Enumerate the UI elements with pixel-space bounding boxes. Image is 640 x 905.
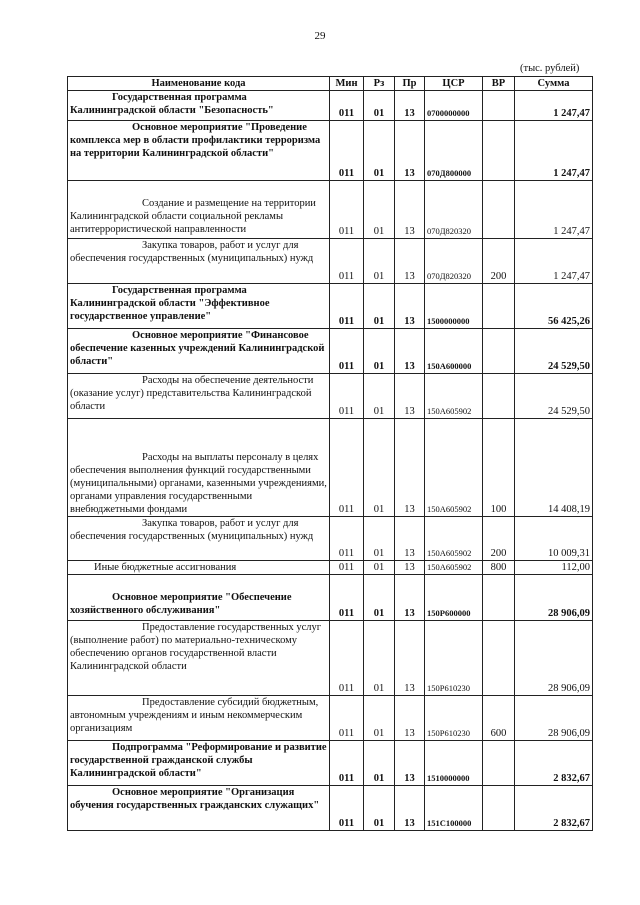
row-sum-cell: 10 009,31 bbox=[515, 517, 593, 561]
table-row bbox=[68, 561, 593, 575]
row-vr-cell bbox=[483, 741, 515, 786]
table-row bbox=[68, 621, 593, 696]
row-vr-cell: 200 bbox=[483, 239, 515, 284]
row-csr-cell: 150А605902 bbox=[425, 374, 483, 419]
row-min-cell: 011 bbox=[330, 621, 364, 696]
row-pr-cell: 13 bbox=[395, 696, 425, 741]
row-csr-cell: 070Д820320 bbox=[425, 181, 483, 239]
row-csr-cell: 1510000000 bbox=[425, 741, 483, 786]
page-number: 29 bbox=[314, 30, 326, 42]
table-row bbox=[68, 181, 593, 239]
header-min: Мин bbox=[330, 77, 364, 91]
row-csr-cell: 150А605902 bbox=[425, 517, 483, 561]
row-sum-cell: 1 247,47 bbox=[515, 91, 593, 121]
table-row bbox=[68, 419, 593, 517]
header-csr: ЦСР bbox=[425, 77, 483, 91]
row-rz-cell: 01 bbox=[364, 284, 395, 329]
row-vr-cell: 200 bbox=[483, 517, 515, 561]
row-name-cell: Закупка товаров, работ и услуг для обеспечения государственных (муниципальных) нужд bbox=[68, 517, 330, 561]
row-rz-cell: 01 bbox=[364, 621, 395, 696]
row-rz-cell: 01 bbox=[364, 561, 395, 575]
row-csr-cell: 150А600000 bbox=[425, 329, 483, 374]
row-sum-cell: 28 906,09 bbox=[515, 696, 593, 741]
row-name-cell: Предоставление государственных услуг (выполнение работ) по материально-техническому обеспечению органов государственной власти Калининградской области bbox=[68, 621, 330, 696]
row-sum-cell: 28 906,09 bbox=[515, 621, 593, 696]
row-vr-cell: 100 bbox=[483, 419, 515, 517]
row-name-cell: Основное мероприятие "Финансовое обеспечение казенных учреждений Калининградской области" bbox=[68, 329, 330, 374]
table-row bbox=[68, 741, 593, 786]
row-pr-cell: 13 bbox=[395, 181, 425, 239]
row-csr-cell: 150Р600000 bbox=[425, 575, 483, 621]
row-min-cell: 011 bbox=[330, 329, 364, 374]
row-csr-cell: 070Д820320 bbox=[425, 239, 483, 284]
row-min-cell: 011 bbox=[330, 786, 364, 831]
row-vr-cell bbox=[483, 181, 515, 239]
row-name-cell: Иные бюджетные ассигнования bbox=[68, 561, 330, 575]
row-name-cell: Предоставление субсидий бюджетным, автономным учреждениям и иным некоммерческим организациям bbox=[68, 696, 330, 741]
row-rz-cell: 01 bbox=[364, 517, 395, 561]
row-sum-cell: 24 529,50 bbox=[515, 374, 593, 419]
row-rz-cell: 01 bbox=[364, 121, 395, 181]
row-pr-cell: 13 bbox=[395, 329, 425, 374]
row-pr-cell: 13 bbox=[395, 374, 425, 419]
row-rz-cell: 01 bbox=[364, 181, 395, 239]
row-sum-cell: 2 832,67 bbox=[515, 786, 593, 831]
header-pr: Пр bbox=[395, 77, 425, 91]
row-pr-cell: 13 bbox=[395, 239, 425, 284]
row-csr-cell: 0700000000 bbox=[425, 91, 483, 121]
budget-table bbox=[67, 76, 593, 831]
table-row bbox=[68, 239, 593, 284]
row-name-cell: Государственная программа Калининградской области "Эффективное государственное управление" bbox=[68, 284, 330, 329]
table-row bbox=[68, 329, 593, 374]
row-vr-cell bbox=[483, 575, 515, 621]
row-vr-cell bbox=[483, 621, 515, 696]
row-sum-cell: 1 247,47 bbox=[515, 239, 593, 284]
row-pr-cell: 13 bbox=[395, 419, 425, 517]
table-row bbox=[68, 575, 593, 621]
row-vr-cell bbox=[483, 374, 515, 419]
row-name-cell: Подпрограмма "Реформирование и развитие государственной гражданской службы Калининградской области" bbox=[68, 741, 330, 786]
row-sum-cell: 2 832,67 bbox=[515, 741, 593, 786]
row-name-cell: Основное мероприятие "Организация обучения государственных гражданских служащих" bbox=[68, 786, 330, 831]
row-rz-cell: 01 bbox=[364, 575, 395, 621]
row-min-cell: 011 bbox=[330, 419, 364, 517]
table-row bbox=[68, 121, 593, 181]
row-rz-cell: 01 bbox=[364, 239, 395, 284]
table-body bbox=[68, 91, 593, 831]
row-vr-cell bbox=[483, 786, 515, 831]
row-min-cell: 011 bbox=[330, 561, 364, 575]
row-pr-cell: 13 bbox=[395, 121, 425, 181]
row-pr-cell: 13 bbox=[395, 741, 425, 786]
row-min-cell: 011 bbox=[330, 575, 364, 621]
row-rz-cell: 01 bbox=[364, 329, 395, 374]
table-row bbox=[68, 517, 593, 561]
table-header-row bbox=[68, 77, 593, 91]
row-sum-cell: 1 247,47 bbox=[515, 181, 593, 239]
row-vr-cell bbox=[483, 121, 515, 181]
row-csr-cell: 070Д800000 bbox=[425, 121, 483, 181]
row-sum-cell: 56 425,26 bbox=[515, 284, 593, 329]
row-rz-cell: 01 bbox=[364, 741, 395, 786]
row-rz-cell: 01 bbox=[364, 374, 395, 419]
row-min-cell: 011 bbox=[330, 239, 364, 284]
table-row bbox=[68, 284, 593, 329]
row-rz-cell: 01 bbox=[364, 786, 395, 831]
row-rz-cell: 01 bbox=[364, 696, 395, 741]
header-sum: Сумма bbox=[515, 77, 593, 91]
row-csr-cell: 1500000000 bbox=[425, 284, 483, 329]
row-name-cell: Создание и размещение на территории Калининградской области социальной рекламы антитеррористической направленности bbox=[68, 181, 330, 239]
row-min-cell: 011 bbox=[330, 121, 364, 181]
header-name: Наименование кода bbox=[68, 77, 330, 91]
row-min-cell: 011 bbox=[330, 741, 364, 786]
row-vr-cell bbox=[483, 91, 515, 121]
row-rz-cell: 01 bbox=[364, 91, 395, 121]
row-sum-cell: 24 529,50 bbox=[515, 329, 593, 374]
row-rz-cell: 01 bbox=[364, 419, 395, 517]
row-vr-cell: 800 bbox=[483, 561, 515, 575]
row-csr-cell: 150Р610230 bbox=[425, 696, 483, 741]
row-pr-cell: 13 bbox=[395, 786, 425, 831]
row-min-cell: 011 bbox=[330, 181, 364, 239]
row-sum-cell: 28 906,09 bbox=[515, 575, 593, 621]
table-row bbox=[68, 374, 593, 419]
header-rz: Рз bbox=[364, 77, 395, 91]
row-csr-cell: 150Р610230 bbox=[425, 621, 483, 696]
row-name-cell: Расходы на обеспечение деятельности (оказание услуг) представительства Калининградской области bbox=[68, 374, 330, 419]
row-pr-cell: 13 bbox=[395, 621, 425, 696]
row-pr-cell: 13 bbox=[395, 575, 425, 621]
row-name-cell: Государственная программа Калининградской области "Безопасность" bbox=[68, 91, 330, 121]
row-vr-cell: 600 bbox=[483, 696, 515, 741]
table-row bbox=[68, 91, 593, 121]
row-min-cell: 011 bbox=[330, 91, 364, 121]
row-name-cell: Расходы на выплаты персоналу в целях обеспечения выполнения функций государственными (муниципальными) органами, казенными учреждениями, органами управления государственными внебюджетными фондами bbox=[68, 419, 330, 517]
row-name-cell: Закупка товаров, работ и услуг для обеспечения государственных (муниципальных) нужд bbox=[68, 239, 330, 284]
row-csr-cell: 150А605902 bbox=[425, 419, 483, 517]
row-pr-cell: 13 bbox=[395, 561, 425, 575]
row-sum-cell: 1 247,47 bbox=[515, 121, 593, 181]
row-min-cell: 011 bbox=[330, 374, 364, 419]
row-vr-cell bbox=[483, 329, 515, 374]
row-sum-cell: 112,00 bbox=[515, 561, 593, 575]
row-name-cell: Основное мероприятие "Проведение комплекса мер в области профилактики терроризма на территории Калининградской области" bbox=[68, 121, 330, 181]
table-row bbox=[68, 696, 593, 741]
header-vr: ВР bbox=[483, 77, 515, 91]
row-pr-cell: 13 bbox=[395, 517, 425, 561]
row-pr-cell: 13 bbox=[395, 284, 425, 329]
row-pr-cell: 13 bbox=[395, 91, 425, 121]
row-name-cell: Основное мероприятие "Обеспечение хозяйственного обслуживания" bbox=[68, 575, 330, 621]
row-csr-cell: 150А605902 bbox=[425, 561, 483, 575]
row-min-cell: 011 bbox=[330, 284, 364, 329]
row-sum-cell: 14 408,19 bbox=[515, 419, 593, 517]
row-csr-cell: 151С100000 bbox=[425, 786, 483, 831]
row-min-cell: 011 bbox=[330, 517, 364, 561]
row-vr-cell bbox=[483, 284, 515, 329]
units-note: (тыс. рублей) bbox=[520, 63, 580, 74]
table-row bbox=[68, 786, 593, 831]
row-min-cell: 011 bbox=[330, 696, 364, 741]
